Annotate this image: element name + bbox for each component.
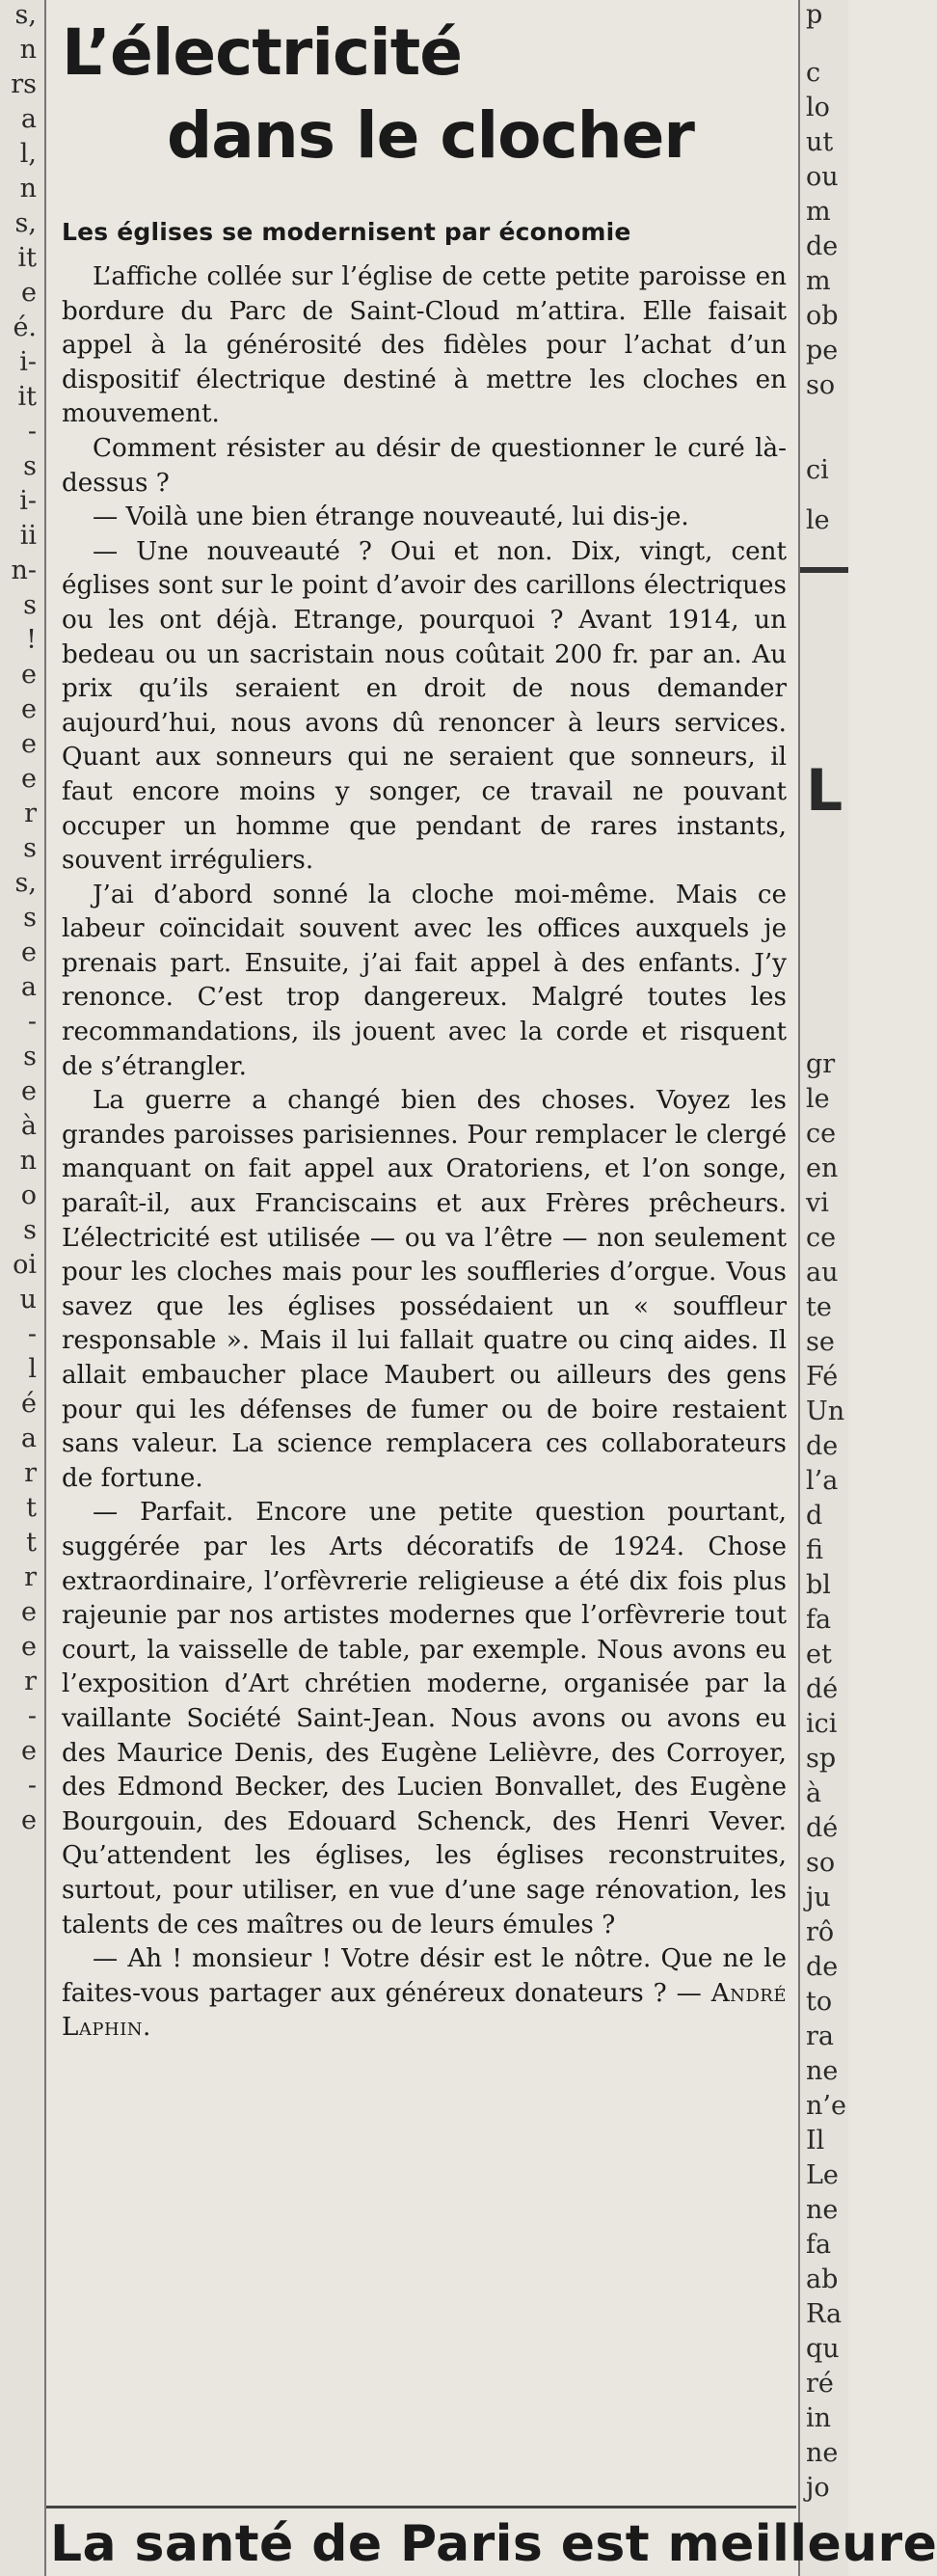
right-fragment: le — [806, 505, 830, 535]
right-fragment: ut — [806, 127, 834, 157]
left-fragment: s — [23, 590, 37, 620]
right-fragment: te — [806, 1292, 832, 1322]
left-fragment: s — [23, 1215, 37, 1245]
right-column-rule — [800, 567, 848, 573]
right-fragment: se — [806, 1327, 835, 1357]
right-fragment: pe — [806, 336, 839, 366]
right-fragment: ne — [806, 2438, 839, 2468]
right-fragment: Un — [806, 1396, 845, 1426]
right-fragment: so — [806, 370, 836, 400]
headline-line-2: dans le clocher — [167, 98, 694, 173]
left-fragment: - — [27, 1319, 37, 1349]
left-column-fragments — [0, 0, 46, 2576]
right-fragment: so — [806, 1848, 836, 1878]
left-fragment: r — [24, 1667, 37, 1696]
left-fragment: e — [21, 764, 37, 794]
closing-text: — Ah ! monsieur ! Votre désir est le nôtre. Que ne le faites-vous partager aux généreux donateurs ? — — [62, 1944, 787, 2008]
left-fragment: n — [19, 1146, 37, 1176]
left-fragment: s, — [14, 0, 37, 30]
subheadline: Les églises se modernisent par économie — [62, 218, 631, 246]
left-fragment: e — [21, 694, 37, 724]
left-fragment: a — [20, 104, 37, 134]
right-fragment: l’a — [806, 1466, 839, 1496]
left-fragment: a — [20, 1424, 37, 1453]
next-article-headline: La santé de Paris est meilleure — [50, 2515, 937, 2573]
right-fragment: ou — [806, 162, 839, 192]
right-fragment: to — [806, 1987, 833, 2017]
right-fragment: in — [806, 2403, 832, 2433]
left-fragment: s — [23, 1042, 37, 1071]
left-fragment: s, — [14, 868, 37, 898]
paragraph: Comment résister au désir de questionner le curé là-dessus ? — [62, 433, 787, 498]
right-fragment: ab — [806, 2264, 839, 2294]
left-fragment: t — [26, 1493, 37, 1523]
left-fragment: i- — [19, 347, 37, 377]
right-fragment: ne — [806, 2195, 839, 2225]
left-fragment: it — [17, 382, 37, 412]
right-fragment: fa — [806, 2230, 832, 2260]
article-body — [62, 260, 787, 2046]
right-fragment: Fé — [806, 1362, 839, 1392]
left-fragment: - — [27, 417, 37, 447]
right-fragment: ju — [806, 1883, 831, 1912]
right-fragment: en — [806, 1153, 839, 1183]
right-fragment: Ra — [806, 2299, 843, 2329]
right-fragment: ce — [806, 1223, 837, 1253]
right-fragment: au — [806, 1258, 839, 1288]
left-fragment: e — [21, 1736, 37, 1766]
section-divider — [46, 2506, 796, 2508]
left-fragment: e — [21, 729, 37, 759]
right-fragment: fi — [806, 1535, 824, 1565]
left-fragment: o — [20, 1180, 37, 1210]
paragraph: J’ai d’abord sonné la cloche moi-même. Mais ce labeur coïncidait souvent avec les offices auxquels je prenais part. Ensuite, j’ai fait appel à des enfants. J’y renonce. C’est trop dangereux. Malgré toutes les recommandations, ils jouent avec la corde et risquent de s’étrangler. — [62, 880, 787, 1081]
closing-paragraph — [62, 1942, 787, 2046]
left-fragment: e — [21, 937, 37, 967]
right-fragment: p — [806, 0, 823, 30]
left-fragment: i- — [19, 486, 37, 516]
left-fragment: ! — [26, 625, 37, 655]
left-fragment: t — [26, 1528, 37, 1558]
left-fragment: l — [28, 1354, 37, 1384]
right-fragment: qu — [806, 2334, 840, 2364]
left-fragment: - — [27, 1007, 37, 1037]
left-fragment: u — [19, 1285, 37, 1315]
right-column-fragments — [798, 0, 848, 2576]
left-fragment: r — [24, 799, 37, 828]
right-fragment: d — [806, 1501, 823, 1531]
left-fragment: oi — [13, 1250, 37, 1280]
right-fragment: Le — [806, 2160, 839, 2190]
right-fragment: Il — [806, 2126, 825, 2156]
left-fragment: e — [21, 1805, 37, 1835]
left-fragment: rs — [11, 69, 37, 99]
left-fragment: ii — [19, 521, 37, 551]
left-fragment: n- — [11, 556, 37, 585]
paragraph: — Une nouveauté ? Oui et non. Dix, vingt, cent églises sont sur le point d’avoir des carillons électriques ou les ont déjà. Etrange, pourquoi ? Avant 1914, un bedeau ou un sacristain nous coûtait 200 fr. par an. Au prix qu’ils seraient en droit de nous demander aujourd’hui, nous avons dû renoncer à leurs services. Quant aux sonneurs qui ne seraient que sonneurs, il faut encore moins y songer, ce travail ne pouvant occuper un homme que pendant de rares instants, souvent irréguliers. — [62, 536, 787, 876]
left-fragment: r — [24, 1458, 37, 1488]
right-fragment: ci — [806, 455, 829, 485]
left-fragment: a — [20, 972, 37, 1002]
left-fragment: à — [20, 1111, 37, 1141]
right-fragment: m — [806, 266, 831, 296]
right-fragment: de — [806, 1431, 839, 1461]
left-fragment: s — [23, 451, 37, 481]
right-fragment: ne — [806, 2056, 839, 2086]
right-fragment: dé — [806, 1674, 839, 1704]
left-fragment: - — [27, 1771, 37, 1801]
left-fragment: s — [23, 833, 37, 863]
left-fragment: - — [27, 1701, 37, 1731]
right-fragment: ra — [806, 2021, 835, 2051]
right-fragment: m — [806, 197, 831, 227]
right-fragment: n’e — [806, 2091, 846, 2121]
right-fragment: le — [806, 1084, 830, 1114]
right-fragment: à — [806, 1778, 822, 1808]
right-fragment: de — [806, 231, 839, 261]
left-fragment: s, — [14, 208, 37, 238]
paragraph: — Parfait. Encore une petite question pourtant, suggérée par les Arts décoratifs de 1924. Chose extraordinaire, l’orfèvrerie religieuse a été dix fois plus rajeunie par nos artistes modernes que l’orfèvrerie tout court, la vaisselle de table, par exemple. Nous avons eu l’exposition d’Art chrétien moderne, organisée par la vaillante Société Saint-Jean. Nous avons ou avons eu des Maurice Denis, des Eugène Lelièvre, des Corroyer, des Edmond Becker, des Lucien Bonvallet, des Eugène Bourgouin, des Edouard Schenck, des Henri Vever. Qu’attendent les églises, les églises reconstruites, surtout, pour utiliser, en vue d’une sage rénovation, les talents de ces maîtres ou de leurs émules ? — [62, 1498, 787, 1939]
right-fragment: ob — [806, 301, 839, 331]
headline-line-1: L’électricité — [62, 15, 463, 90]
left-fragment: e — [21, 1597, 37, 1627]
right-fragment: ici — [806, 1709, 838, 1739]
author-signature: André Laphin. — [62, 1978, 787, 2043]
paragraph: La guerre a changé bien des choses. Voyez les grandes paroisses parisiennes. Pour remplacer le clergé manquant on fait appel aux Oratoriens, et l’on songe, paraît-il, aux Franciscains et aux Frères prêcheurs. L’électricité est utilisée — ou va l’être — non seulement pour les cloches mais pour les souffleries d’orgue. Vous savez que les églises possédaient un « souffleur responsable ». Mais il lui fallait quatre ou cinq aides. Il allait embaucher place Maubert ou ailleurs des gens pour qui les défenses de fumer ou de boire restaient sans valeur. La science remplacera ces collaborateurs de fortune. — [62, 1086, 787, 1493]
left-fragment: r — [24, 1562, 37, 1592]
left-fragment: l, — [19, 139, 37, 169]
right-fragment: jo — [806, 2473, 830, 2503]
right-fragment: rô — [806, 1917, 835, 1947]
right-fragment: c — [806, 58, 821, 88]
right-fragment: et — [806, 1640, 832, 1669]
right-fragment: gr — [806, 1049, 836, 1079]
right-fragment: dé — [806, 1813, 839, 1843]
right-fragment: de — [806, 1952, 839, 1982]
left-fragment: s — [23, 903, 37, 933]
left-fragment: é. — [13, 312, 37, 342]
left-fragment: e — [21, 278, 37, 308]
right-fragment: sp — [806, 1744, 837, 1774]
paragraph: — Voilà une bien étrange nouveauté, lui dis-je. — [93, 502, 689, 532]
right-fragment: lo — [806, 93, 830, 122]
left-fragment: e — [21, 1632, 37, 1662]
right-fragment: fa — [806, 1605, 832, 1635]
left-fragment: e — [21, 1076, 37, 1106]
paragraph: L’affiche collée sur l’église de cette petite paroisse en bordure du Parc de Saint-Cloud m’attira. Elle faisait appel à la générosité des fidèles pour l’achat d’un dispositif électrique destiné à mettre les cloches en mouvement. — [62, 262, 787, 429]
left-fragment: it — [17, 243, 37, 273]
right-fragment: vi — [806, 1188, 829, 1218]
left-fragment: n — [19, 35, 37, 65]
right-fragment-headline: L — [806, 757, 843, 825]
right-fragment: ré — [806, 2369, 834, 2399]
right-fragment: ce — [806, 1119, 837, 1149]
left-fragment: e — [21, 660, 37, 690]
right-fragment: bl — [806, 1570, 831, 1600]
left-fragment: n — [19, 174, 37, 203]
left-fragment: é — [21, 1389, 37, 1419]
